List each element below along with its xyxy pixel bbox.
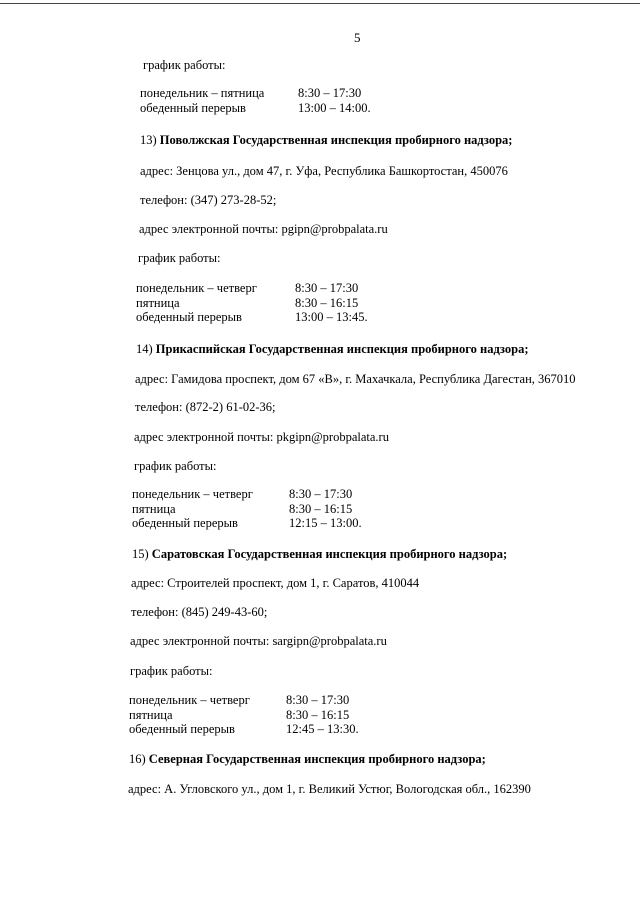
section-phone: телефон: (872-2) 61-02-36; bbox=[135, 400, 276, 414]
schedule-days: пятница bbox=[132, 501, 176, 516]
schedule-time: 8:30 – 17:30 bbox=[298, 86, 362, 100]
schedule-time: 8:30 – 16:15 bbox=[289, 501, 353, 516]
schedule-days: понедельник – пятница bbox=[140, 86, 265, 100]
section-address: адрес: Строителей проспект, дом 1, г. Саратов, 410044 bbox=[131, 576, 420, 590]
section-heading bbox=[136, 342, 529, 356]
section-number: 16) bbox=[129, 752, 146, 766]
schedule-days: обеденный перерыв bbox=[132, 516, 238, 530]
section-email: адрес электронной почты: pkgipn@probpalata.ru bbox=[134, 430, 389, 444]
section-address: адрес: А. Угловского ул., дом 1, г. Великий Устюг, Вологодская обл., 162390 bbox=[128, 782, 531, 796]
schedule-days: понедельник – четверг bbox=[136, 281, 257, 295]
section-title-tail: ; bbox=[524, 342, 529, 356]
schedule-time: 8:30 – 16:15 bbox=[286, 707, 350, 722]
schedule-days: понедельник – четверг bbox=[129, 693, 250, 707]
section-address: адрес: Зенцова ул., дом 47, г. Уфа, Республика Башкортостан, 450076 bbox=[140, 164, 508, 178]
schedule-label: график работы: bbox=[134, 459, 217, 473]
schedule-label: график работы: bbox=[130, 664, 213, 678]
section-number: 13) bbox=[140, 133, 157, 147]
section-title: Поволжская Государственная инспекция пробирного надзора bbox=[159, 133, 509, 147]
section-heading bbox=[129, 752, 486, 766]
section-email: адрес электронной почты: sargipn@probpalata.ru bbox=[130, 634, 387, 648]
section-title-tail: ; bbox=[481, 752, 486, 766]
section-title: Прикаспийская Государственная инспекция пробирного надзора bbox=[155, 342, 525, 356]
schedule-label: график работы: bbox=[143, 58, 226, 72]
section-title-tail: ; bbox=[503, 547, 508, 561]
page-number: 5 bbox=[354, 30, 361, 45]
schedule-time: 8:30 – 17:30 bbox=[289, 487, 353, 501]
section-title: Саратовская Государственная инспекция пробирного надзора bbox=[151, 547, 503, 561]
section-title-tail: ; bbox=[508, 133, 513, 147]
schedule-time: 8:30 – 16:15 bbox=[295, 295, 359, 310]
schedule-label: график работы: bbox=[138, 251, 221, 265]
schedule-days: обеденный перерыв bbox=[136, 310, 242, 324]
section-phone: телефон: (347) 273-28-52; bbox=[140, 193, 277, 207]
schedule-time: 8:30 – 17:30 bbox=[295, 281, 359, 295]
schedule-days: обеденный перерыв bbox=[129, 722, 235, 736]
schedule-days: пятница bbox=[129, 707, 173, 722]
section-title: Северная Государственная инспекция пробирного надзора bbox=[148, 752, 482, 766]
section-email: адрес электронной почты: pgipn@probpalata.ru bbox=[139, 222, 388, 236]
schedule-time: 13:00 – 13:45. bbox=[295, 310, 368, 324]
schedule-days: обеденный перерыв bbox=[140, 100, 246, 115]
section-heading bbox=[140, 133, 512, 147]
schedule-days: пятница bbox=[136, 295, 180, 310]
schedule-time: 8:30 – 17:30 bbox=[286, 693, 350, 707]
schedule-days: понедельник – четверг bbox=[132, 487, 253, 501]
section-number: 15) bbox=[132, 547, 149, 561]
schedule-time: 13:00 – 14:00. bbox=[298, 100, 371, 115]
section-phone: телефон: (845) 249-43-60; bbox=[131, 605, 268, 619]
schedule-time: 12:45 – 13:30. bbox=[286, 722, 359, 736]
schedule-time: 12:15 – 13:00. bbox=[289, 516, 362, 530]
top-rule bbox=[0, 3, 640, 4]
section-address: адрес: Гамидова проспект, дом 67 «В», г. Махачкала, Республика Дагестан, 367010 bbox=[135, 372, 576, 386]
section-number: 14) bbox=[136, 342, 153, 356]
section-heading bbox=[132, 547, 507, 561]
